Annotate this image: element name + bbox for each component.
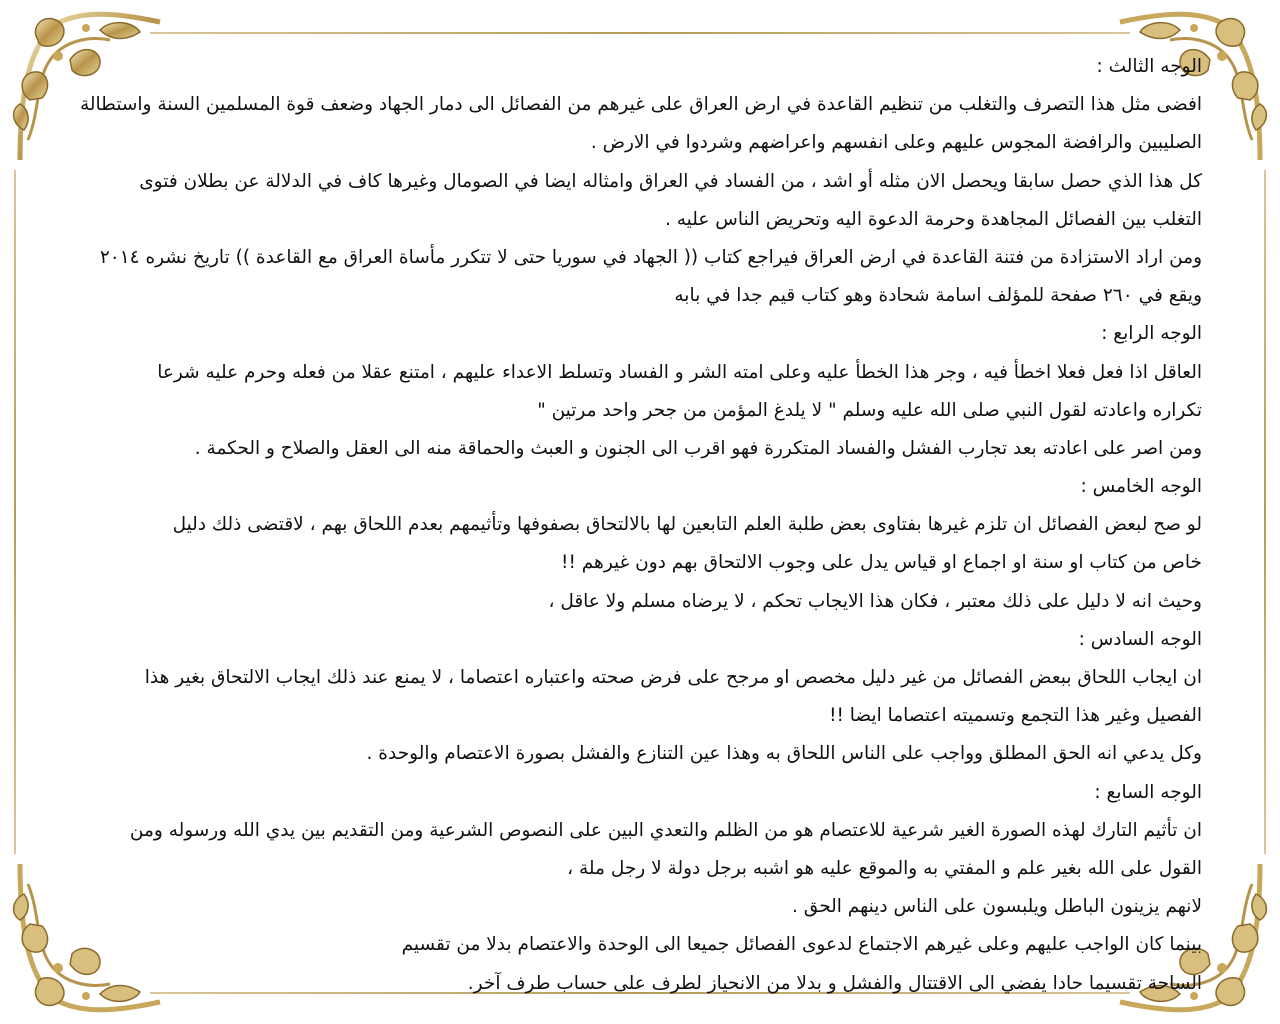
body-line: الصليبين والرافضة المجوس عليهم وعلى انفسهم واعراضهم وشردوا في الارض . [590, 132, 1202, 154]
border-top-rule [150, 32, 1130, 34]
body-line: ان تأثيم التارك لهذه الصورة الغير شرعية للاعتصام هو من الظلم والتعدي البين على النصوص الشرعية ومن التقديم بين يدي الله ورسوله ومن [129, 819, 1202, 841]
section-heading: الوجه الثالث : [1096, 56, 1202, 77]
body-line: لو صح لبعض الفصائل ان تلزم غيرها بفتاوى بعض طلبة العلم التابعين لها بالالتحاق بصفوفها وتأثيمهم بعدم اللحاق بهم ، لاقتضى ذلك دليل [172, 514, 1202, 536]
body-line: خاص من كتاب او سنة او اجماع او قياس يدل على وجوب الالتحاق بهم دون غيرهم !! [561, 552, 1202, 574]
section-heading: الوجه الرابع : [1101, 323, 1202, 345]
section-heading: الوجه السابع : [1094, 781, 1202, 803]
body-line: افضى مثل هذا التصرف والتغلب من تنظيم القاعدة في ارض العراق على غيرهم من الفصائل الى دمار الجهاد وضعف قوة المسلمين السنة واستطالة [79, 94, 1202, 116]
body-line: ومن اصر على اعادته بعد تجارب الفشل والفساد المتكررة فهو اقرب الى الجنون و العبث والحماقة منه الى العقل والصلاح و الحكمة . [194, 437, 1202, 459]
body-line: كل هذا الذي حصل سابقا ويحصل الان مثله أو اشد ، من الفساد في العراق وامثاله ايضا في الصومال وغيرها كاف في الدلالة عن بطلان فتوى [139, 170, 1202, 192]
body-line: القول على الله بغير علم و المفتي به والموقع عليه هو اشبه برجل دولة لا رجل ملة ، [567, 857, 1202, 879]
body-line: التغلب بين الفصائل المجاهدة وحرمة الدعوة اليه وتحريض الناس عليه . [664, 208, 1202, 230]
body-line: بينما كان الواجب عليهم وعلى غيرهم الاجتماع لدعوى الفصائل جميعا الى الوحدة والاعتصام بدلا من تقسيم [401, 934, 1202, 956]
body-line: الفصيل وغير هذا التجمع وتسميته اعتصاما ايضا !! [829, 705, 1202, 727]
border-left-rule [14, 170, 16, 854]
body-line: وحيث انه لا دليل على ذلك معتبر ، فكان هذا الايجاب تحكم ، لا يرضاه مسلم ولا عاقل ، [548, 590, 1202, 612]
body-line: العاقل اذا فعل فعلا اخطأ فيه ، وجر هذا الخطأ عليه وعلى امته الشر و الفساد وتسلط الاعداء عليهم ، امتنع عقلا من فعله وحرم عليه شرعا [157, 361, 1202, 383]
body-line: وكل يدعي انه الحق المطلق وواجب على الناس اللحاق به وهذا عين التنازع والفشل بصورة الاعتصام والوحدة . [366, 743, 1202, 765]
body-line: ان ايجاب اللحاق ببعض الفصائل من غير دليل مخصص او مرجح على فرض صحته واعتباره اعتصاما ، لا يمنع عند ذلك ايجاب الالتحاق بغير هذا [144, 667, 1202, 688]
body-line: تكراره واعادته لقول النبي صلى الله عليه وسلم " لا يلدغ المؤمن من جحر واحد مرتين " [537, 399, 1202, 421]
border-right-rule [1264, 170, 1266, 854]
body-line: ويقع في ٢٦٠ صفحة للمؤلف اسامة شحادة وهو كتاب قيم جدا في بابه [674, 285, 1202, 307]
body-line: الساحة تقسيما حادا يفضي الى الاقتتال والفشل و بدلا من الانحياز لطرف على حساب طرف آخر. [467, 972, 1202, 994]
section-heading: الوجه السادس : [1078, 628, 1202, 650]
body-line: ومن اراد الاستزادة من فتنة القاعدة في ارض العراق فيراجع كتاب (( الجهاد في سوريا حتى لا تتكرر مأساة العراق مع القاعدة )) تاريخ نشره ٢٠١٤ [99, 246, 1202, 268]
section-heading: الوجه الخامس : [1080, 476, 1202, 498]
document-body [70, 48, 1202, 1003]
body-line: لانهم يزينون الباطل ويلبسون على الناس دينهم الحق . [792, 896, 1202, 918]
